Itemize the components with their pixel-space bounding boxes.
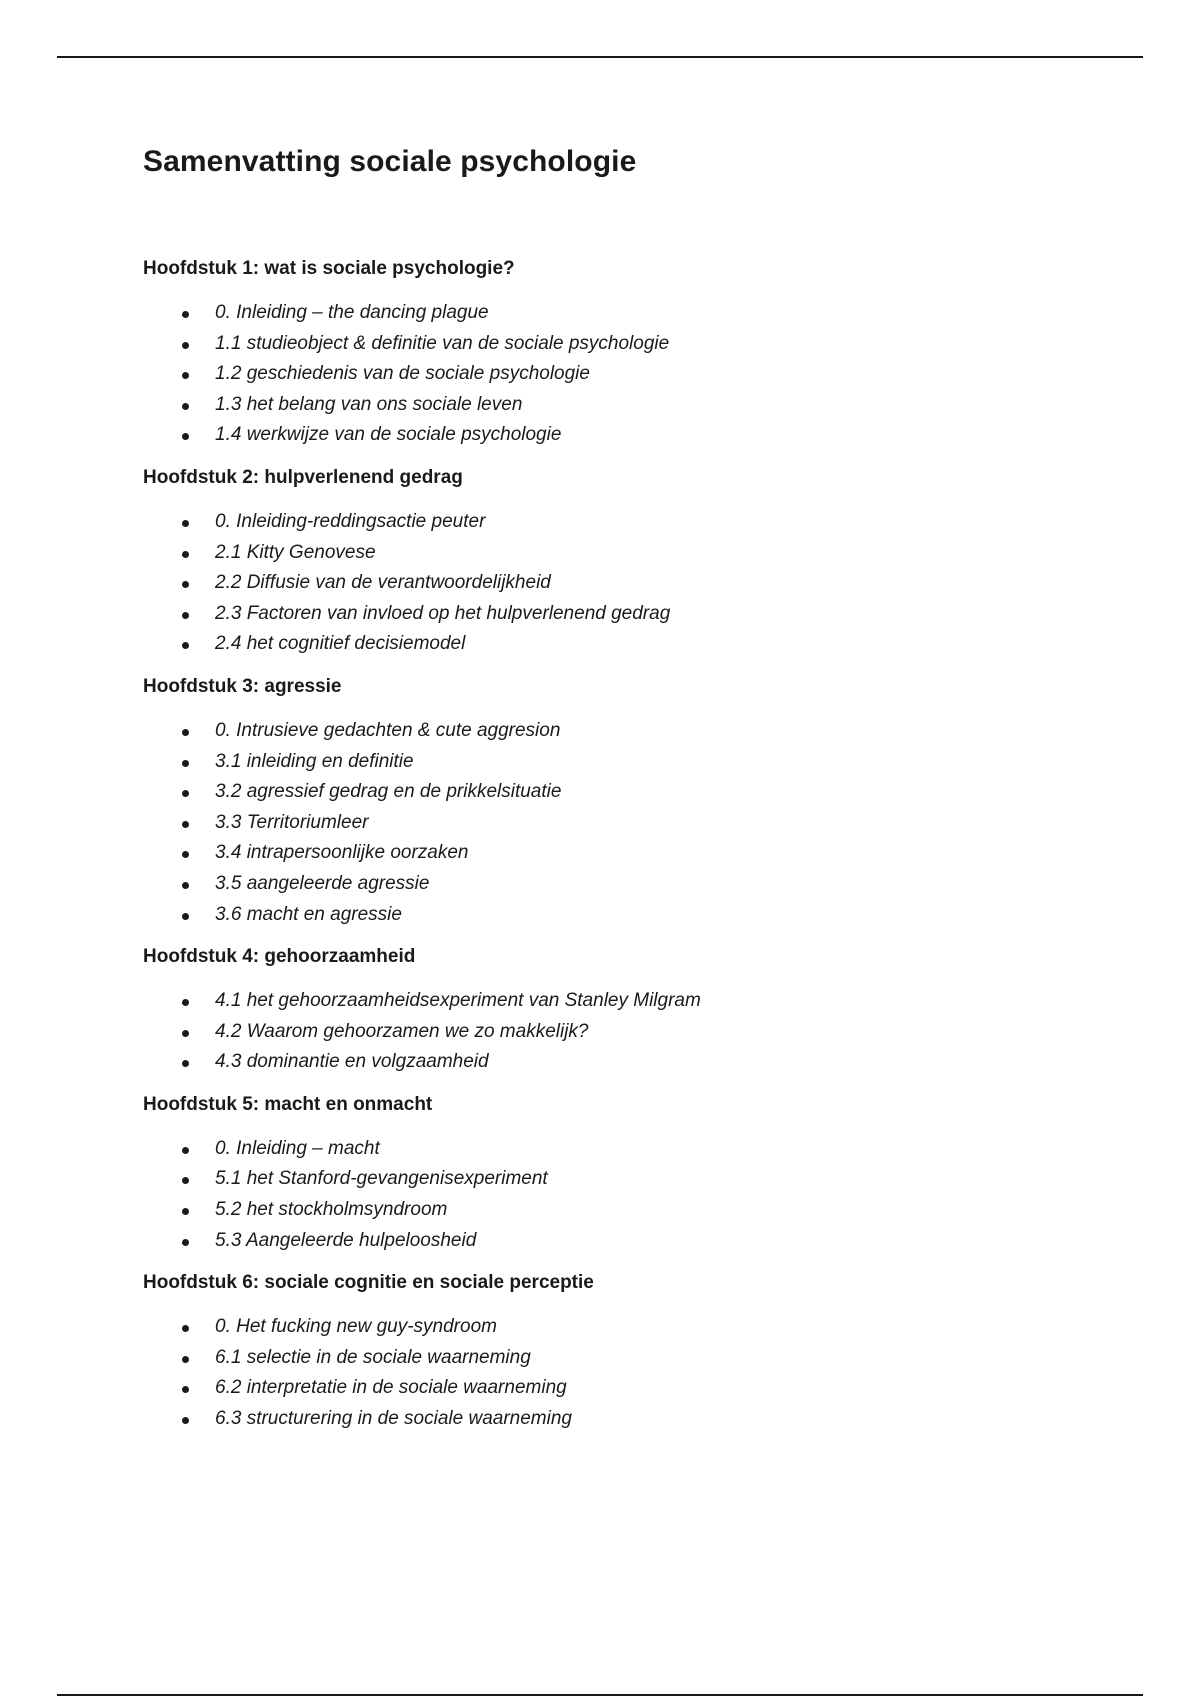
bullet-icon [182,1030,189,1037]
list-item-label: 3.1 inleiding en definitie [215,750,414,772]
list-item-label: 5.2 het stockholmsyndroom [215,1199,448,1221]
bullet-icon [182,821,189,828]
list-item [143,390,1103,421]
chapter-2 [143,465,1103,660]
list-item [143,1226,1103,1257]
chapter-heading: Hoofdstuk 2: hulpverlenend gedrag [143,466,463,488]
bullet-icon [182,1060,189,1067]
bullet-icon [182,433,189,440]
list-item [143,1343,1103,1374]
list-item-label: 3.2 agressief gedrag en de prikkelsituatie [215,781,562,803]
list-item-label: 2.1 Kitty Genovese [215,541,376,563]
chapter-1 [143,256,1103,451]
list-item [143,538,1103,569]
bullet-icon [182,642,189,649]
bullet-icon [182,612,189,619]
list-item-label: 2.3 Factoren van invloed op het hulpverlenend gedrag [215,602,671,624]
bullet-icon [182,1147,189,1154]
bullet-icon [182,1386,189,1393]
bullet-icon [182,790,189,797]
bullet-icon [182,311,189,318]
list-item-label: 4.3 dominantie en volgzaamheid [215,1051,489,1073]
list-item [143,1373,1103,1404]
list-item [143,1195,1103,1226]
bullet-icon [182,882,189,889]
bullet-icon [182,1239,189,1246]
list-item [143,568,1103,599]
list-item [143,599,1103,630]
list-item-label: 1.1 studieobject & definitie van de sociale psychologie [215,332,670,354]
list-item [143,1134,1103,1165]
header-rule [57,56,1143,58]
list-item-label: 0. Het fucking new guy-syndroom [215,1316,497,1338]
list-item-label: 4.1 het gehoorzaamheidsexperiment van Stanley Milgram [215,990,701,1012]
list-item [143,1164,1103,1195]
section-list [143,298,1103,451]
footer-rule [57,1694,1143,1696]
list-item-label: 5.3 Aangeleerde hulpeloosheid [215,1229,477,1251]
list-item-label: 3.3 Territoriumleer [215,811,369,833]
list-item [143,420,1103,451]
list-item-label: 3.5 aangeleerde agressie [215,872,430,894]
bullet-icon [182,913,189,920]
bullet-icon [182,372,189,379]
chapter-3 [143,674,1103,930]
list-item [143,869,1103,900]
list-item-label: 2.4 het cognitief decisiemodel [215,633,466,655]
document-body [143,140,1103,1449]
list-item [143,747,1103,778]
list-item-label: 4.2 Waarom gehoorzamen we zo makkelijk? [215,1020,589,1042]
chapter-heading: Hoofdstuk 6: sociale cognitie en sociale perceptie [143,1272,594,1294]
list-item [143,298,1103,329]
list-item-label: 0. Intrusieve gedachten & cute aggresion [215,719,561,741]
list-item [143,777,1103,808]
bullet-icon [182,1325,189,1332]
list-item-label: 1.3 het belang van ons sociale leven [215,393,523,415]
list-item-label: 6.3 structurering in de sociale waarneming [215,1408,572,1430]
list-item [143,900,1103,931]
list-item-label: 1.2 geschiedenis van de sociale psychologie [215,363,590,385]
list-item [143,1312,1103,1343]
list-item-label: 6.2 interpretatie in de sociale waarneming [215,1377,567,1399]
bullet-icon [182,1356,189,1363]
bullet-icon [182,403,189,410]
section-list [143,1312,1103,1434]
chapter-4 [143,944,1103,1078]
bullet-icon [182,1177,189,1184]
list-item-label: 5.1 het Stanford-gevangenisexperiment [215,1168,548,1190]
chapter-list [143,256,1103,1435]
bullet-icon [182,999,189,1006]
list-item-label: 2.2 Diffusie van de verantwoordelijkheid [215,572,551,594]
bullet-icon [182,729,189,736]
chapter-heading: Hoofdstuk 4: gehoorzaamheid [143,946,416,968]
list-item-label: 0. Inleiding – macht [215,1137,380,1159]
chapter-heading: Hoofdstuk 1: wat is sociale psychologie? [143,258,515,279]
chapter-5 [143,1092,1103,1256]
bullet-icon [182,551,189,558]
bullet-icon [182,1417,189,1424]
bullet-icon [182,342,189,349]
bullet-icon [182,520,189,527]
list-item [143,359,1103,390]
section-list [143,986,1103,1078]
list-item [143,629,1103,660]
chapter-heading: Hoofdstuk 3: agressie [143,675,342,697]
chapter-6 [143,1270,1103,1434]
section-list [143,1134,1103,1256]
section-list [143,507,1103,660]
bullet-icon [182,851,189,858]
list-item-label: 3.4 intrapersoonlijke oorzaken [215,842,469,864]
document-title: Samenvatting sociale psychologie [143,145,637,178]
list-item-label: 6.1 selectie in de sociale waarneming [215,1346,531,1368]
list-item-label: 0. Inleiding-reddingsactie peuter [215,510,486,532]
list-item-label: 0. Inleiding – the dancing plague [215,302,489,323]
list-item [143,986,1103,1017]
bullet-icon [182,1208,189,1215]
list-item [143,1017,1103,1048]
list-item [143,1404,1103,1435]
list-item [143,329,1103,360]
bullet-icon [182,760,189,767]
list-item [143,838,1103,869]
bullet-icon [182,581,189,588]
list-item [143,808,1103,839]
section-list [143,716,1103,930]
list-item [143,507,1103,538]
list-item-label: 1.4 werkwijze van de sociale psychologie [215,424,562,446]
list-item [143,1047,1103,1078]
list-item [143,716,1103,747]
chapter-heading: Hoofdstuk 5: macht en onmacht [143,1093,433,1115]
list-item-label: 3.6 macht en agressie [215,903,402,925]
